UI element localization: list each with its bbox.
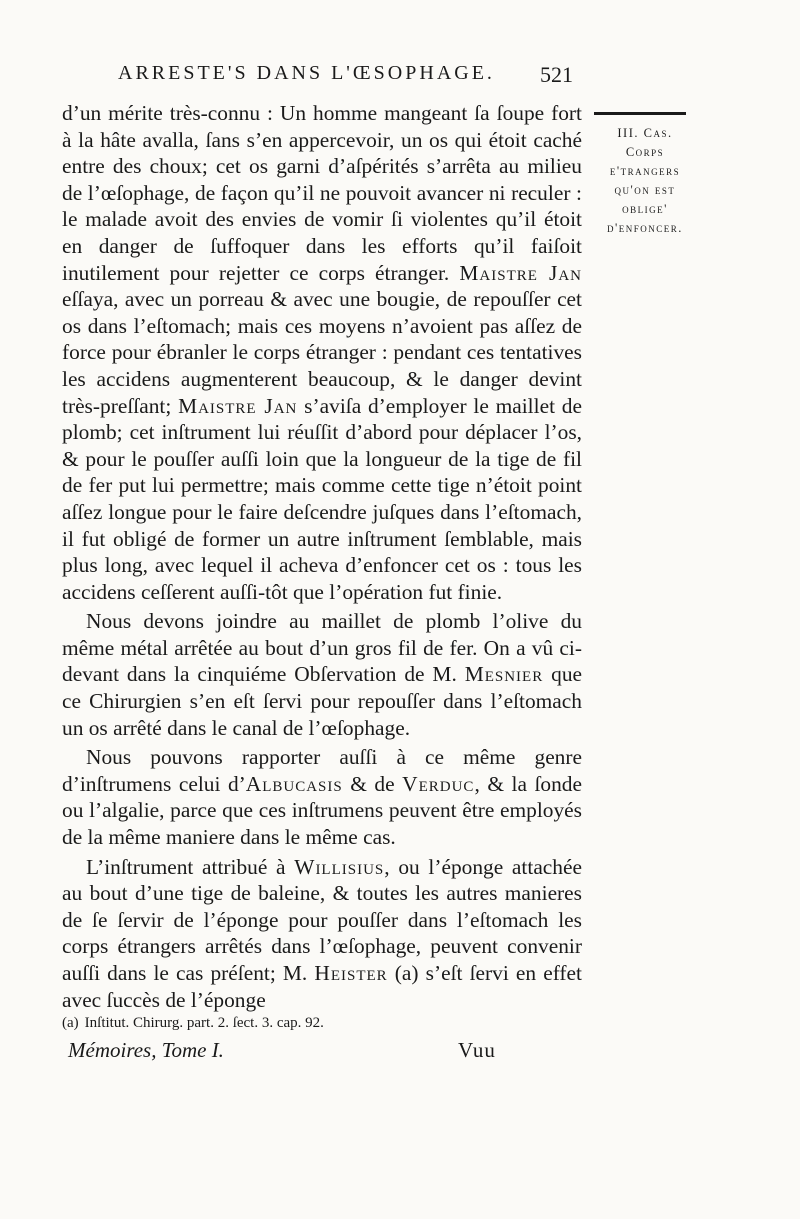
page-number: 521 — [540, 62, 573, 87]
margin-note-line: oblige' — [622, 202, 668, 216]
proper-name: Albucasis — [245, 771, 343, 796]
margin-note-line: Corps — [625, 145, 665, 159]
paragraph — [62, 100, 582, 605]
margin-note — [590, 124, 700, 238]
proper-name: Heister — [314, 961, 388, 985]
signature-line — [68, 1038, 518, 1063]
running-title: ARRESTE'S DANS L'ŒSOPHAGE. — [118, 62, 495, 84]
proper-name: Maistre Jan — [178, 393, 298, 418]
text-run: Nous devons joindre au maillet de plomb l’olive du même métal arrêtée au bout d’un gros fil de fer. On a vû ci-devant dans la cinquiéme Obſervation de M. — [62, 609, 582, 687]
proper-name: Willisius — [294, 854, 385, 879]
text-run: eſſaya, avec un porreau & avec une bougie, de repouſſer cet os dans l’eſtomach; mais ces moyens n’avoient pas aſſez de force pour ébranler le corps étranger : pendant ces tentatives les accidens augmenterent beaucoup, & le danger devint très-preſſant; — [62, 287, 582, 418]
margin-note-line: d'enfoncer. — [607, 221, 683, 235]
margin-note-line: qu'on est — [614, 183, 676, 197]
text-run: que ce Chirurgien s’en eſt ſervi pour repouſſer dans l’eſtomach un os arrêté dans le canal de l’œſophage. — [62, 662, 583, 740]
body-text — [62, 100, 582, 1013]
text-run: s’aviſa d’employer le maillet de plomb; cet inſtrument lui réuſſit d’abord pour déplacer l’os, & pour le pouſſer auſſi loin que la longueur de la tige de fil de fer put lui permettre; mais comme cette tige n’étoit point aſſez longue pour le faire deſcendre juſques dans l’eſtomach, il fut obligé de former un autre inſtrument ſemblable, mais plus long, avec lequel il acheva d’enfoncer cet os : tous les accidens ceſſerent auſſi-tôt que l’opération fut finie. — [62, 393, 582, 604]
paragraph — [62, 608, 582, 741]
margin-note-line: III. Cas. — [617, 126, 673, 140]
text-run: & de — [342, 771, 403, 796]
text-run: (a) s’eſt ſervi en effet avec ſuccès de l’éponge — [62, 961, 582, 1012]
margin-note-line: e'trangers — [609, 164, 681, 178]
proper-name: Maistre Jan — [459, 260, 582, 285]
footnote-text: Inſtitut. Chirurg. part. 2. ſect. 3. cap. 92. — [84, 1015, 324, 1031]
paragraph — [62, 744, 582, 850]
footnote — [62, 1014, 582, 1032]
margin-rule — [594, 112, 686, 115]
signature-mark: Vuu — [458, 1038, 496, 1062]
paragraph — [62, 854, 582, 1014]
proper-name: Mesnier — [464, 662, 544, 687]
volume-title: Mémoires, Tome I. — [68, 1038, 224, 1062]
text-run: L’inſtrument attribué à — [86, 854, 295, 879]
text-run: d’un mérite très-connu : Un homme mangeant ſa ſoupe fort à la hâte avalla, ſans s’en appercevoir, un os qui étoit caché entre des choux; cet os garni d’aſpérités s’arrêta au milieu de l’œſophage, de façon qu’il ne pouvoit avancer ni reculer : le malade avoit des envies de vomir ſi violentes qu’il étoit en danger de ſuffoquer dans les efforts qu’il faiſoit inutilement pour rejetter ce corps étranger. — [62, 101, 582, 285]
footnote-mark: (a) — [62, 1015, 79, 1031]
text-run: Nous pouvons rapporter auſſi à ce même genre d’inſtrumens celui d’ — [62, 745, 582, 796]
text-run: , ou l’éponge attachée au bout d’une tige de baleine, & toutes les autres manieres de ſe ſervir de l’éponge pour pouſſer dans l’eſtomach les corps étrangers arrêtés dans l’œſophage, peuvent convenir auſſi dans le cas préſent; M. — [62, 854, 582, 985]
text-run: , & la ſonde ou l’algalie, parce que ces inſtrumens peuvent être employés de la même maniere dans le même cas. — [62, 771, 582, 850]
proper-name: Verduc — [402, 771, 475, 796]
